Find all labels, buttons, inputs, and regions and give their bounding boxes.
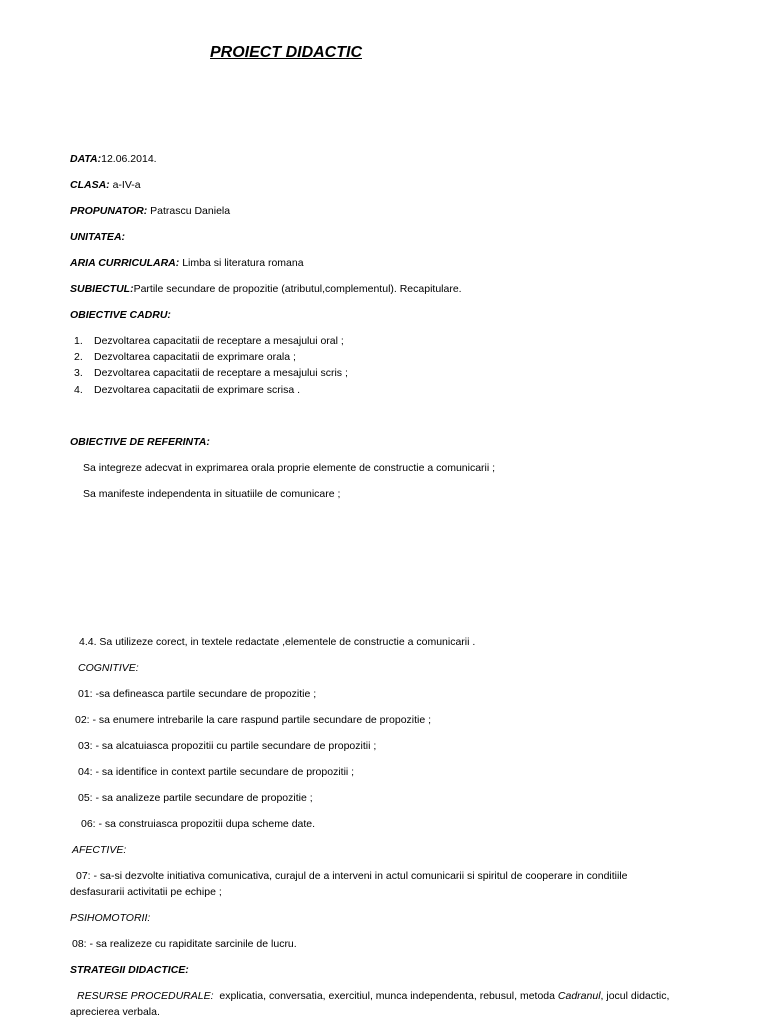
objective-line: Sa integreze adecvat in exprimarea orala proprie elemente de constructie a comunicarii ; (83, 462, 496, 474)
field-value: Limba si literatura romana (182, 257, 304, 269)
field-value: Partile secundare de propozitie (atributul,complementul). Recapitulare. (133, 283, 462, 295)
resurse-tail: , jocul didactic, (600, 990, 670, 1002)
list-text: Dezvoltarea capacitatii de exprimare scrisa . (94, 384, 301, 396)
objective-line: 08: - sa realizeze cu rapiditate sarcinile de lucru. (72, 938, 297, 950)
field-propunator (70, 205, 230, 218)
field-label: DATA: (70, 153, 102, 165)
list-item (74, 335, 344, 348)
list-number: 3. (74, 367, 83, 379)
list-number: 4. (74, 384, 83, 396)
resurse-label: RESURSE PROCEDURALE: (77, 990, 214, 1002)
section-heading-obiective-cadru: OBIECTIVE CADRU: (70, 309, 171, 321)
field-value: a-IV-a (112, 179, 141, 191)
section-heading-afective: AFECTIVE: (72, 844, 127, 856)
objective-line-continued: desfasurarii activitatii pe echipe ; (70, 886, 222, 898)
list-item (74, 351, 296, 364)
field-unitatea (70, 231, 125, 244)
section-heading-obiective-referinta: OBIECTIVE DE REFERINTA: (70, 436, 210, 448)
resurse-procedurale-line (77, 990, 669, 1003)
resurse-text: explicatia, conversatia, exercitiul, munca independenta, rebusul, metoda (219, 990, 555, 1002)
objective-line: 06: - sa construiasca propozitii dupa scheme date. (81, 818, 316, 830)
list-text: Dezvoltarea capacitatii de receptare a mesajului oral ; (94, 335, 344, 347)
list-number: 2. (74, 351, 83, 363)
objective-line: 07: - sa-si dezvolte initiativa comunicativa, curajul de a interveni in actul comunicarii si spiritul de cooperare in conditiile (76, 870, 628, 882)
field-subiectul (70, 283, 462, 296)
objective-line: Sa manifeste independenta in situatiile de comunicare ; (83, 488, 341, 500)
field-value: Patrascu Daniela (150, 205, 231, 217)
field-aria-curriculara (70, 257, 304, 270)
list-text: Dezvoltarea capacitatii de receptare a mesajului scris ; (94, 367, 348, 379)
list-text: Dezvoltarea capacitatii de exprimare orala ; (94, 351, 296, 363)
list-item (74, 384, 300, 397)
field-data (70, 153, 157, 166)
field-label: UNITATEA: (70, 231, 126, 243)
list-number: 1. (74, 335, 83, 347)
field-label: CLASA: (70, 179, 110, 191)
field-value: 12.06.2014. (101, 153, 157, 165)
objective-4-4: 4.4. Sa utilizeze corect, in textele redactate ,elementele de constructie a comunicarii . (79, 636, 476, 648)
objective-line: 05: - sa analizeze partile secundare de propozitie ; (78, 792, 313, 804)
section-heading-psihomotorii: PSIHOMOTORII: (70, 912, 151, 924)
resurse-italic-term: Cadranul (557, 990, 601, 1002)
section-heading-strategii: STRATEGII DIDACTICE: (70, 964, 189, 976)
field-clasa (70, 179, 141, 192)
objective-line: 01: -sa defineasca partile secundare de propozitie ; (78, 688, 317, 700)
section-heading-cognitive: COGNITIVE: (78, 662, 139, 674)
field-label: ARIA CURRICULARA: (70, 257, 180, 269)
objective-line: 03: - sa alcatuiasca propozitii cu partile secundare de propozitii ; (78, 740, 377, 752)
objective-line: 02: - sa enumere intrebarile la care raspund partile secundare de propozitie ; (75, 714, 432, 726)
list-item (74, 367, 348, 380)
resurse-line-continued: aprecierea verbala. (70, 1006, 160, 1018)
page-title: PROIECT DIDACTIC (210, 44, 362, 61)
field-label: SUBIECTUL: (70, 283, 134, 295)
field-label: PROPUNATOR: (70, 205, 148, 217)
objective-line: 04: - sa identifice in context partile secundare de propozitii ; (78, 766, 355, 778)
